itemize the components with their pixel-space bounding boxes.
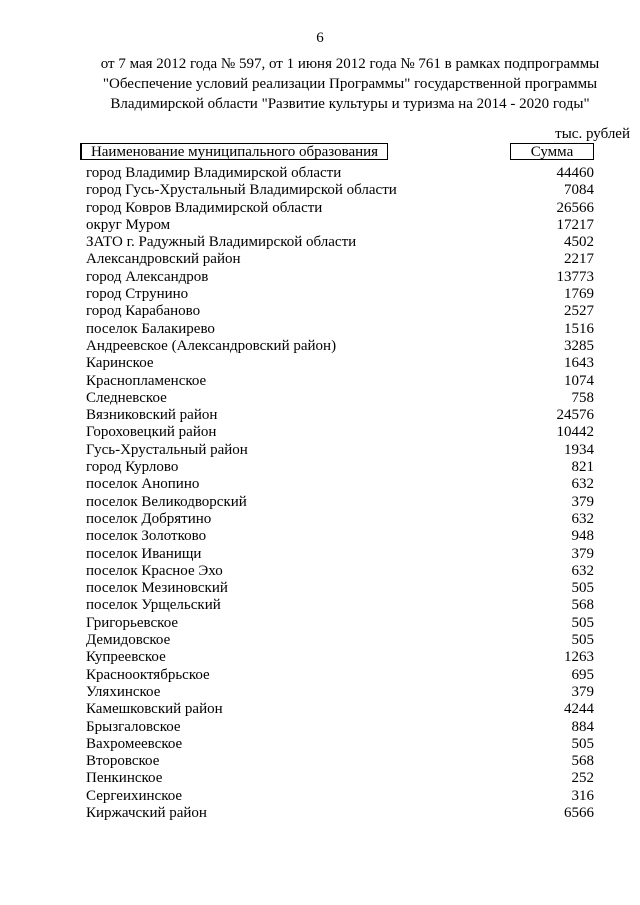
municipality-sum: 2217 xyxy=(564,251,594,268)
municipality-sum: 632 xyxy=(571,476,594,493)
intro-line: Владимирской области "Развитие культуры и туризма на 2014 - 2020 годы" xyxy=(110,96,590,112)
municipality-sum: 316 xyxy=(571,787,594,804)
municipality-sum: 44460 xyxy=(556,165,594,181)
municipality-name: поселок Анопино xyxy=(86,476,200,493)
municipality-sum: 7084 xyxy=(564,182,594,199)
municipality-name: поселок Золотково xyxy=(86,528,207,545)
table-row xyxy=(86,528,594,545)
table-row xyxy=(86,234,594,251)
table-row xyxy=(86,753,594,770)
municipality-sum: 632 xyxy=(571,510,594,527)
intro-line: "Обеспечение условий реализации Программы" государственной программы xyxy=(102,76,598,92)
municipality-sum: 1074 xyxy=(564,372,594,389)
municipality-sum: 379 xyxy=(571,683,594,700)
municipality-name: округ Муром xyxy=(86,216,171,233)
table-row xyxy=(86,286,594,303)
table-row xyxy=(86,632,594,649)
municipality-name: Краснопламенское xyxy=(86,372,207,389)
table-row xyxy=(86,580,594,597)
municipality-name: Александровский район xyxy=(86,251,241,268)
header-name-cell: Наименование муниципального образования xyxy=(80,143,388,160)
municipality-sum: 884 xyxy=(571,718,594,735)
municipality-sum: 1516 xyxy=(564,320,594,337)
municipality-name: поселок Мезиновский xyxy=(86,580,228,597)
table-row xyxy=(86,373,594,390)
intro-line: от 7 мая 2012 года № 597, от 1 июня 2012 года № 761 в рамках подпрограммы xyxy=(100,56,600,72)
municipality-name: ЗАТО г. Радужный Владимирской области xyxy=(86,234,357,251)
table-row xyxy=(86,200,594,217)
table-row xyxy=(86,563,594,580)
municipality-sum: 3285 xyxy=(564,337,594,354)
municipality-sum: 505 xyxy=(571,580,594,597)
table-row xyxy=(86,788,594,805)
municipality-name: Григорьевское xyxy=(86,614,179,631)
units-label: тыс. рублей xyxy=(555,126,630,142)
table-row xyxy=(86,217,594,234)
municipality-name: Купреевское xyxy=(86,649,166,666)
municipality-sum: 2527 xyxy=(564,303,594,320)
municipality-sum: 24576 xyxy=(556,407,594,424)
municipality-sum: 632 xyxy=(571,562,594,579)
table-row xyxy=(86,667,594,684)
municipality-sum: 821 xyxy=(571,459,594,476)
table-row xyxy=(86,684,594,701)
municipality-name: город Курлово xyxy=(86,459,179,476)
municipality-sum: 10442 xyxy=(556,424,594,441)
table-row xyxy=(86,390,594,407)
municipality-name: Уляхинское xyxy=(86,683,161,700)
municipality-sum: 948 xyxy=(571,528,594,545)
table-row xyxy=(86,442,594,459)
municipality-sum: 4502 xyxy=(564,234,594,251)
municipality-name: Гусь-Хрустальный район xyxy=(86,441,248,458)
municipality-name: Пенкинское xyxy=(86,770,163,787)
municipality-name: город Александров xyxy=(86,268,209,285)
municipality-name: Следневское xyxy=(86,389,167,406)
table-row xyxy=(86,424,594,441)
table-row xyxy=(86,407,594,424)
municipality-name: город Владимир Владимирской области xyxy=(86,165,342,181)
municipality-sum: 505 xyxy=(571,614,594,631)
municipality-sum: 379 xyxy=(571,545,594,562)
municipality-sum: 252 xyxy=(571,770,594,787)
page-number: 6 xyxy=(316,30,324,46)
table-row xyxy=(86,303,594,320)
municipality-sum: 17217 xyxy=(556,216,594,233)
municipality-name: поселок Балакирево xyxy=(86,320,215,337)
municipality-name: поселок Урщельский xyxy=(86,597,221,614)
table-row xyxy=(86,182,594,199)
municipality-name: город Карабаново xyxy=(86,303,201,320)
municipality-name: город Гусь-Хрустальный Владимирской области xyxy=(86,182,397,199)
municipality-name: поселок Добрятино xyxy=(86,510,212,527)
municipality-sum: 568 xyxy=(571,753,594,770)
table-row xyxy=(86,546,594,563)
municipality-sum: 1934 xyxy=(564,441,594,458)
table-row xyxy=(86,649,594,666)
table-row xyxy=(86,476,594,493)
municipality-sum: 568 xyxy=(571,597,594,614)
municipality-name: Гороховецкий район xyxy=(86,424,217,441)
table-row xyxy=(86,338,594,355)
table-row xyxy=(86,736,594,753)
table-row xyxy=(86,459,594,476)
municipality-sum: 758 xyxy=(571,389,594,406)
municipality-name: Сергеихинское xyxy=(86,787,183,804)
table-row xyxy=(86,805,594,822)
municipality-sum: 505 xyxy=(571,632,594,649)
municipality-name: Краснооктябрьское xyxy=(86,666,210,683)
municipality-name: поселок Красное Эхо xyxy=(86,562,223,579)
municipality-sum: 379 xyxy=(571,493,594,510)
municipality-name: Демидовское xyxy=(86,632,171,649)
table-header xyxy=(80,143,594,161)
municipality-sum: 505 xyxy=(571,735,594,752)
municipality-name: Второвское xyxy=(86,753,160,770)
municipality-name: Андреевское (Александровский район) xyxy=(86,337,337,354)
municipality-name: Вахромеевское xyxy=(86,735,183,752)
municipality-name: город Ковров Владимирской области xyxy=(86,199,323,216)
municipality-name: поселок Иванищи xyxy=(86,545,202,562)
table-row xyxy=(86,597,594,614)
municipality-name: Вязниковский район xyxy=(86,407,218,424)
municipality-name: Брызгаловское xyxy=(86,718,181,735)
table-row xyxy=(86,494,594,511)
municipality-name: Каринское xyxy=(86,355,154,372)
intro-text xyxy=(60,54,640,114)
municipality-sum: 695 xyxy=(571,666,594,683)
municipality-name: город Струнино xyxy=(86,286,189,303)
table-row xyxy=(86,719,594,736)
table-row xyxy=(86,251,594,268)
municipality-sum: 1643 xyxy=(564,355,594,372)
table-row xyxy=(86,269,594,286)
municipality-sum: 4244 xyxy=(564,701,594,718)
header-sum-cell: Сумма xyxy=(510,143,594,160)
table-row xyxy=(86,355,594,372)
municipality-sum: 6566 xyxy=(564,804,594,821)
municipality-name: Киржачский район xyxy=(86,804,207,821)
municipality-name: Камешковский район xyxy=(86,701,223,718)
municipality-sum: 1769 xyxy=(564,286,594,303)
table-row xyxy=(86,321,594,338)
table-row xyxy=(86,615,594,632)
municipality-sum: 13773 xyxy=(556,268,594,285)
municipality-sum: 26566 xyxy=(556,199,594,216)
municipality-sum: 1263 xyxy=(564,649,594,666)
table-body xyxy=(86,165,594,822)
table-row xyxy=(86,701,594,718)
table-row xyxy=(86,165,594,182)
municipality-name: поселок Великодворский xyxy=(86,493,247,510)
table-row xyxy=(86,511,594,528)
table-row xyxy=(86,770,594,787)
